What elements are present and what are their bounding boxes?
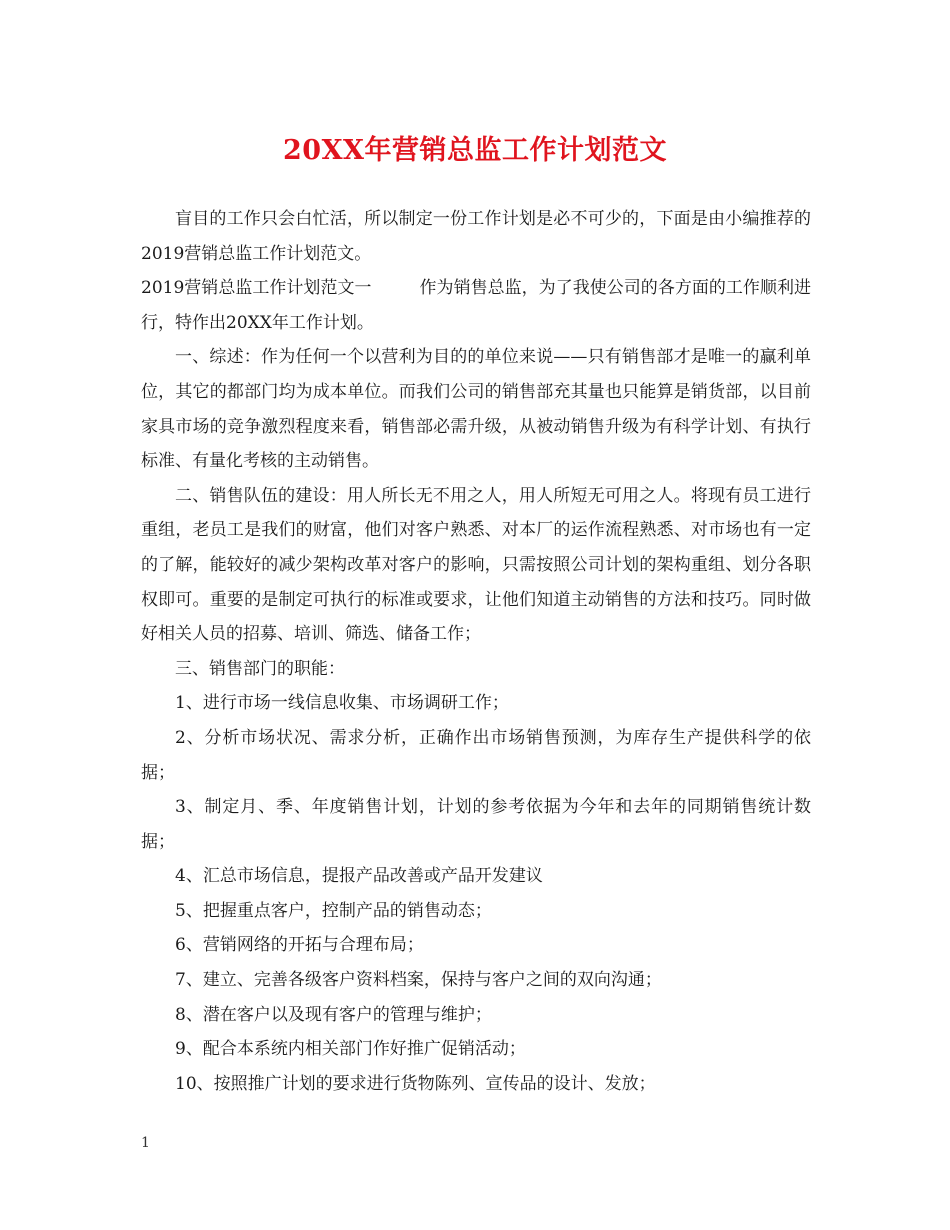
list-item: 1、进行市场一线信息收集、市场调研工作； bbox=[175, 693, 509, 714]
list-item: 5、把握重点客户，控制产品的销售动态； bbox=[175, 900, 492, 921]
list-item: 2、分析市场状况、需求分析，正确作出市场销售预测，为库存生产提供科学的依据； bbox=[141, 727, 811, 783]
sample-heading: 2019营销总监工作计划范文一 bbox=[141, 278, 372, 299]
list-item: 7、建立、完善各级客户资料档案，保持与客户之间的双向沟通； bbox=[175, 970, 662, 991]
document-body bbox=[141, 202, 811, 1101]
section-3-heading: 三、销售部门的职能： bbox=[175, 658, 345, 679]
list-item: 8、潜在客户以及现有客户的管理与维护； bbox=[175, 1004, 492, 1025]
sample-paragraph bbox=[141, 271, 811, 340]
list-item: 4、汇总市场信息，提报产品改善或产品开发建议 bbox=[175, 866, 543, 887]
page-number: 1 bbox=[141, 1135, 150, 1151]
sample-intro: 作为销售总监，为了我使公司的各方面的工作顺利进行，特作出20XX年工作计划。 bbox=[141, 278, 811, 333]
list-item: 3、制定月、季、年度销售计划，计划的参考依据为今年和去年的同期销售统计数据； bbox=[141, 797, 811, 852]
list-item: 9、配合本系统内相关部门作好推广促销活动； bbox=[175, 1039, 526, 1060]
section-2-paragraph: 二、销售队伍的建设：用人所长无不用之人，用人所短无可用之人。将现有员工进行重组，老员工是我们的财富，他们对客户熟悉、对本厂的运作流程熟悉、对市场也有一定的了解，能较好的减少架构改革对客户的影响，只需按照公司计划的架构重组、划分各职权即可。重要的是制定可执行的标准或要求，让他们知道主动销售的方法和技巧。同时做好相关人员的招募、培训、筛选、储备工作； bbox=[141, 485, 811, 645]
section-1-paragraph: 一、综述：作为任何一个以营利为目的的单位来说——只有销售部才是唯一的赢利单位，其它的都部门均为成本单位。而我们公司的销售部充其量也只能算是销货部，以目前家具市场的竞争激烈程度来看，销售部必需升级，从被动销售升级为有科学计划、有执行标准、有量化考核的主动销售。 bbox=[141, 347, 811, 472]
document-title: 20XX年营销总监工作计划范文 bbox=[283, 135, 667, 166]
intro-paragraph: 盲目的工作只会白忙活，所以制定一份工作计划是必不可少的，下面是由小编推荐的2019营销总监工作计划范文。 bbox=[141, 209, 811, 264]
list-item: 10、按照推广计划的要求进行货物陈列、宣传品的设计、发放； bbox=[175, 1073, 656, 1094]
list-item: 6、营销网络的开拓与合理布局； bbox=[175, 935, 424, 956]
